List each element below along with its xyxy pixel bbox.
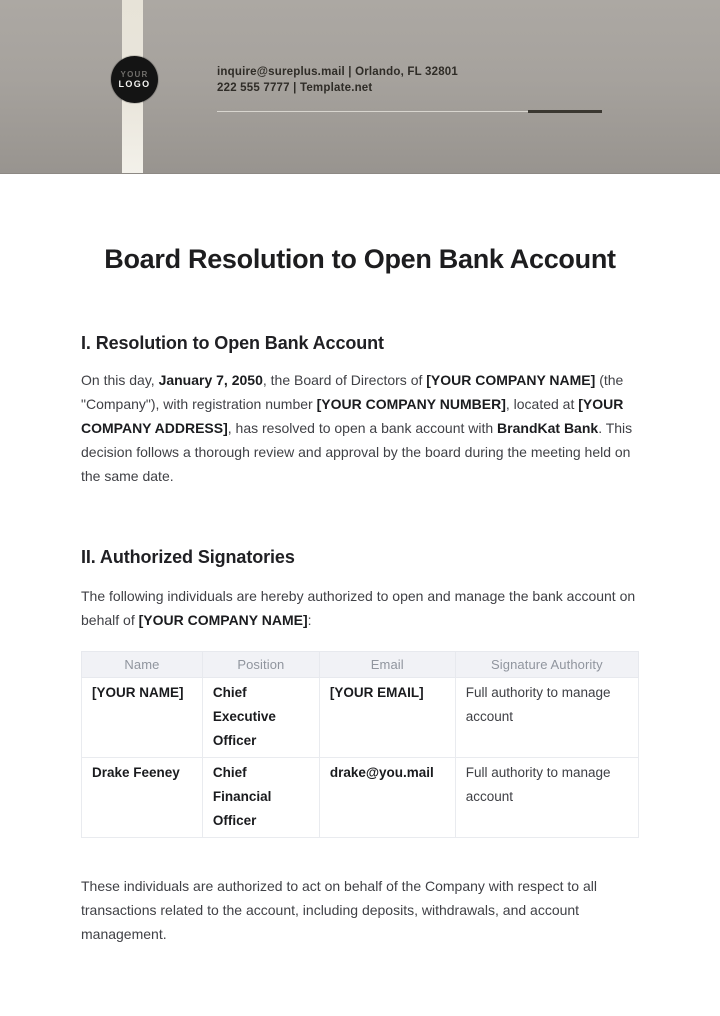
bold-placeholder-text: BrandKat Bank bbox=[497, 420, 599, 436]
bold-placeholder-text: [YOUR COMPANY NAME] bbox=[426, 372, 596, 388]
body-text: , located at bbox=[505, 396, 579, 412]
body-text: (the "Company"), with registration number bbox=[81, 372, 624, 412]
document-body bbox=[0, 242, 720, 946]
bold-placeholder-text: [YOUR COMPANY ADDRESS] bbox=[81, 396, 624, 436]
contact-info bbox=[217, 64, 458, 96]
body-text: The following individuals are hereby authorized to open and manage the bank account on behalf of bbox=[81, 588, 636, 628]
table-cell: Drake Feeney bbox=[82, 758, 203, 838]
signatories-table bbox=[81, 651, 639, 838]
table-cell: Full authority to manage account bbox=[455, 758, 638, 838]
logo-word-top: YOUR bbox=[120, 70, 149, 79]
divider-line-light bbox=[217, 111, 528, 112]
table-header-cell: Name bbox=[82, 652, 203, 678]
table-header-cell: Position bbox=[202, 652, 319, 678]
table-row bbox=[82, 758, 639, 838]
table-header-cell: Signature Authority bbox=[455, 652, 638, 678]
bold-placeholder-text: January 7, 2050 bbox=[158, 372, 263, 388]
table-cell: Full authority to manage account bbox=[455, 678, 638, 758]
logo-word-bottom: LOGO bbox=[118, 79, 151, 89]
table-header-cell: Email bbox=[319, 652, 455, 678]
letterhead bbox=[0, 0, 720, 174]
section-signatories bbox=[81, 546, 639, 946]
table-cell: Chief Executive Officer bbox=[202, 678, 319, 758]
document-title: Board Resolution to Open Bank Account bbox=[104, 244, 616, 274]
bold-placeholder-text: [YOUR COMPANY NAME] bbox=[138, 612, 308, 628]
body-text: , the Board of Directors of bbox=[262, 372, 427, 388]
table-row bbox=[82, 678, 639, 758]
table-cell: Chief Financial Officer bbox=[202, 758, 319, 838]
divider-line-dark bbox=[528, 110, 602, 113]
body-text: On this day, bbox=[81, 372, 159, 388]
section-2-intro-paragraph bbox=[81, 584, 639, 632]
body-text: : bbox=[307, 612, 312, 628]
table-header-row bbox=[82, 652, 639, 678]
bold-placeholder-text: [YOUR COMPANY NUMBER] bbox=[316, 396, 506, 412]
section-resolution bbox=[81, 332, 639, 488]
table-cell: [YOUR NAME] bbox=[82, 678, 203, 758]
contact-line-phone-website: 222 555 7777 | Template.net bbox=[217, 82, 373, 94]
section-1-heading: I. Resolution to Open Bank Account bbox=[81, 333, 384, 353]
closing-paragraph: These individuals are authorized to act on behalf of the Company with respect to all transactions related to the account, including deposits, withdrawals, and account management. bbox=[81, 878, 597, 942]
section-2-heading: II. Authorized Signatories bbox=[81, 547, 295, 567]
body-text: . This decision follows a thorough review and approval by the board during the meeting held on the same date. bbox=[81, 420, 633, 484]
table-cell: drake@you.mail bbox=[319, 758, 455, 838]
body-text: , has resolved to open a bank account with bbox=[227, 420, 498, 436]
contact-line-email-location: inquire@sureplus.mail | Orlando, FL 32801 bbox=[217, 66, 458, 78]
company-logo bbox=[111, 56, 158, 103]
table-cell: [YOUR EMAIL] bbox=[319, 678, 455, 758]
section-1-paragraph bbox=[81, 368, 639, 488]
